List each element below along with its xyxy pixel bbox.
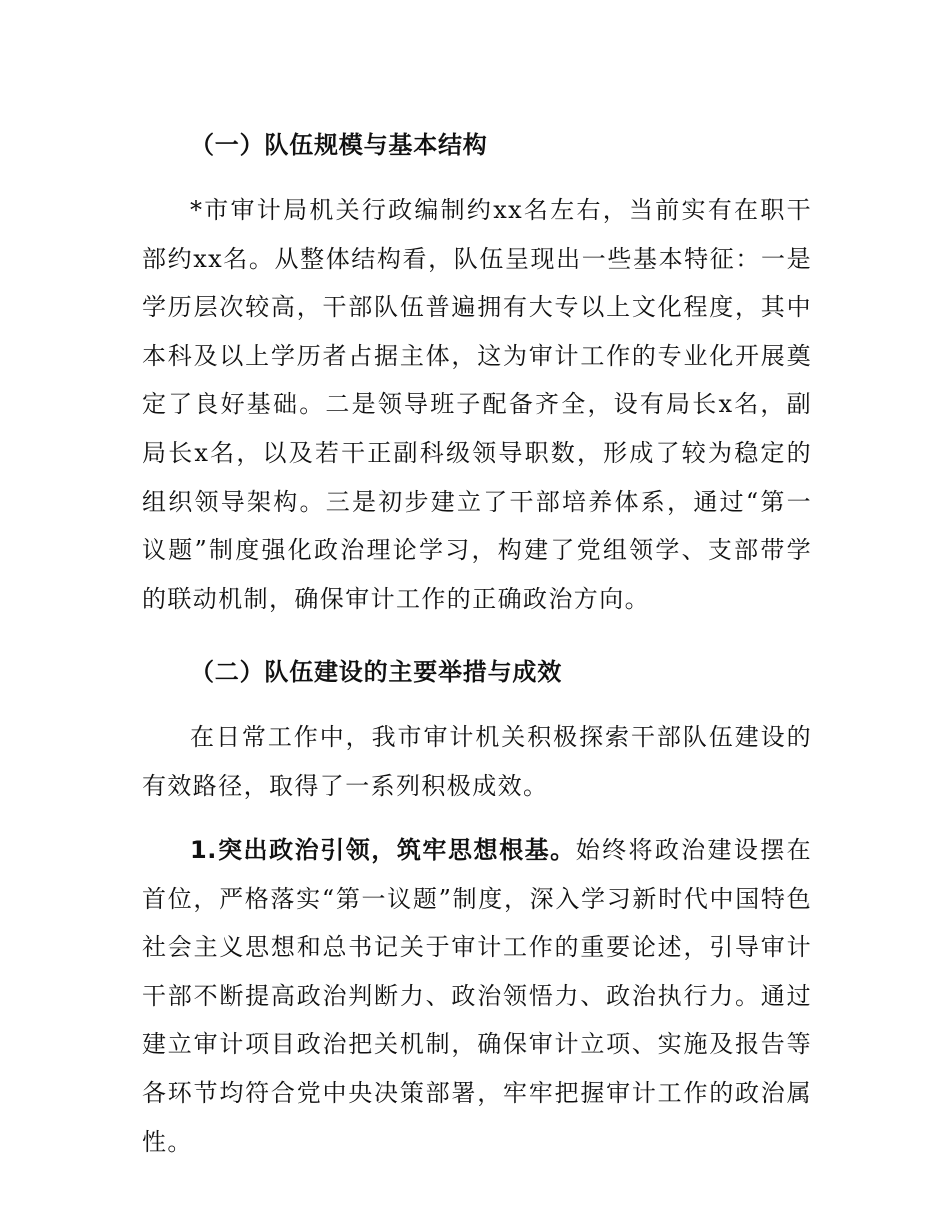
item-1-paragraph bbox=[142, 826, 812, 1166]
section-heading-1: （一）队伍规模与基本结构 bbox=[190, 131, 488, 159]
section-heading-2: （二）队伍建设的主要举措与成效 bbox=[190, 658, 562, 686]
section-2-paragraph: 在日常工作中，我市审计机关积极探索干部队伍建设的有效路径，取得了一系列积极成效。 bbox=[142, 723, 812, 800]
section-1-paragraph: *市审计局机关行政编制约xx名左右，当前实有在职干部约xx名。从整体结构看，队伍呈现出一些基本特征：一是学历层次较高，干部队伍普遍拥有大专以上文化程度，其中本科及以上学历者占据主体，这为审计工作的专业化开展奠定了良好基础。二是领导班子配备齐全，设有局长x名，副局长x名，以及若干正副科级领导职数，形成了较为稳定的组织领导架构。三是初步建立了干部培养体系，通过“第一议题”制度强化政治理论学习，构建了党组领学、支部带学的联动机制，确保审计工作的正确政治方向。 bbox=[142, 196, 812, 613]
item-1-body: 始终将政治建设摆在首位，严格落实“第一议题”制度，深入学习新时代中国特色社会主义思想和总书记关于审计工作的重要论述，引导审计干部不断提高政治判断力、政治领悟力、政治执行力。通过建立审计项目政治把关机制，确保审计立项、实施及报告等各环节均符合党中央决策部署，牢牢把握审计工作的政治属性。 bbox=[142, 836, 812, 1156]
item-1-title: 1.突出政治引领，筑牢思想根基。 bbox=[190, 836, 576, 864]
